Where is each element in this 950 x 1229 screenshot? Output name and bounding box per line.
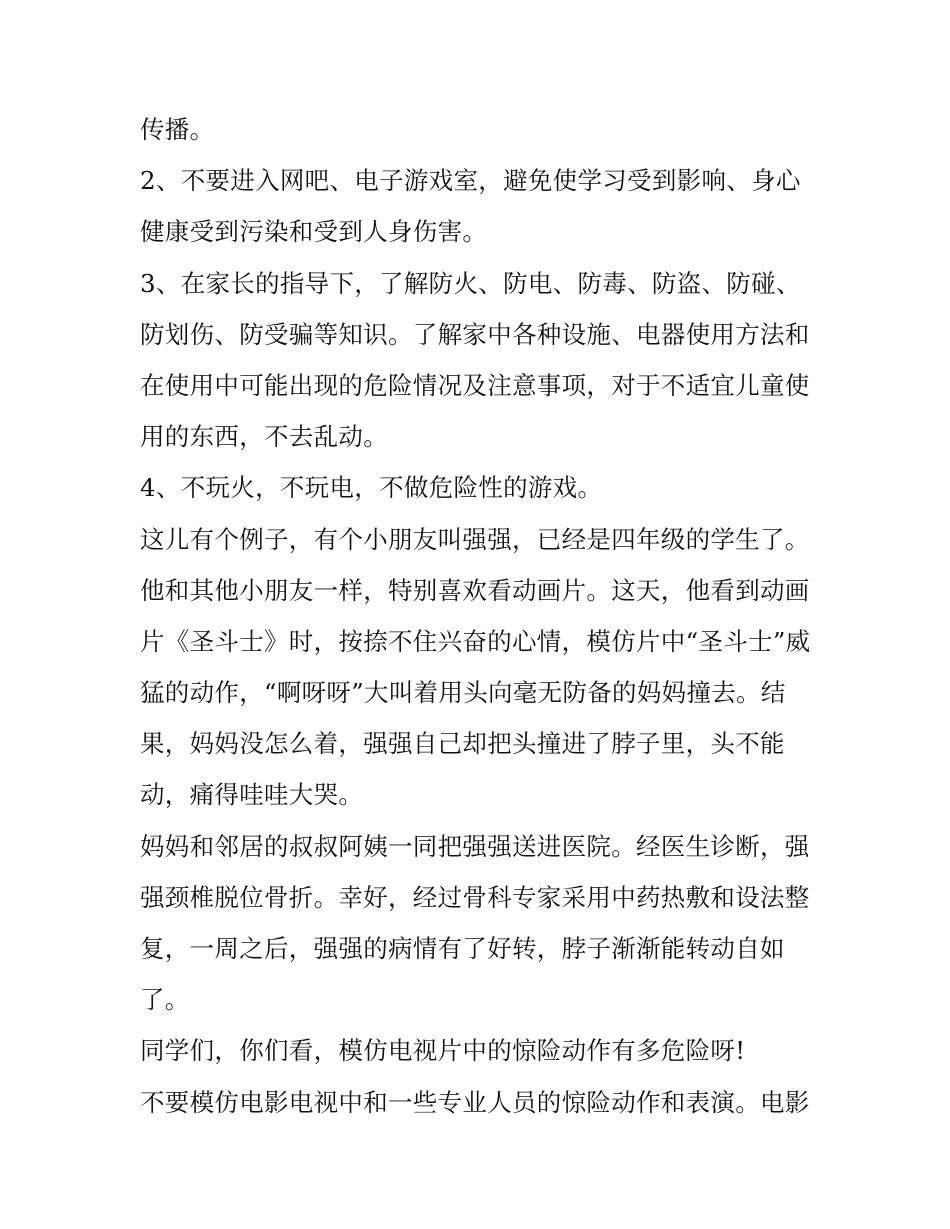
text-line: 3、在家长的指导下，了解防火、防电、防毒、防盗、防碰、 <box>140 268 801 298</box>
text-line: 妈妈和邻居的叔叔阿姨一同把强强送进医院。经医生诊断，强 <box>140 831 810 861</box>
text-line: 了。 <box>140 985 190 1015</box>
text-line: 他和其他小朋友一样，特别喜欢看动画片。这天，他看到动画 <box>140 575 810 605</box>
text-line: 强颈椎脱位骨折。幸好，经过骨科专家采用中药热敷和设法整 <box>140 882 810 912</box>
text-line: 2、不要进入网吧、电子游戏室，避免使学习受到影响、身心 <box>140 166 801 196</box>
text-line: 用的东西，不去乱动。 <box>140 422 388 452</box>
text-line: 防划伤、防受骗等知识。了解家中各种设施、电器使用方法和 <box>140 319 810 349</box>
document-body <box>140 104 830 1128</box>
text-line: 4、不玩火，不玩电，不做危险性的游戏。 <box>140 473 603 503</box>
text-line: 果，妈妈没怎么着，强强自己却把头撞进了脖子里，头不能 <box>140 729 785 759</box>
text-line: 传播。 <box>140 115 215 144</box>
text-line: 在使用中可能出现的危险情况及注意事项，对于不适宜儿童使 <box>140 370 810 400</box>
text-line: 不要模仿电影电视中和一些专业人员的惊险动作和表演。电影 <box>140 1087 810 1117</box>
text-line: 动，痛得哇哇大哭。 <box>140 780 364 810</box>
text-line: 复，一周之后，强强的病情有了好转，脖子渐渐能转动自如 <box>140 934 785 963</box>
text-line: 健康受到污染和受到人身伤害。 <box>140 217 488 247</box>
text-line: 猛的动作，“啊呀呀”大叫着用头向毫无防备的妈妈撞去。结 <box>140 678 786 708</box>
text-line: 这儿有个例子，有个小朋友叫强强，已经是四年级的学生了。 <box>140 524 810 554</box>
text-line: 片《圣斗士》时，按捺不住兴奋的心情，模仿片中“圣斗士”威 <box>140 626 811 656</box>
text-line: 同学们，你们看，模仿电视片中的惊险动作有多危险呀! <box>140 1036 746 1066</box>
